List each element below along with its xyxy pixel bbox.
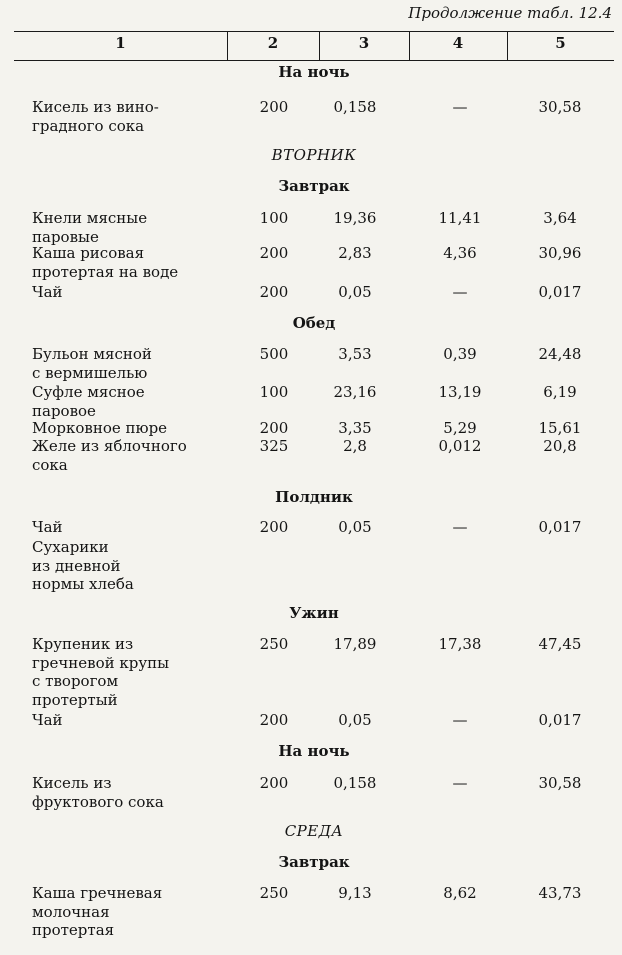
dish-name-line: Каша рисовая bbox=[32, 244, 145, 262]
meal-heading: На ночь bbox=[278, 742, 350, 760]
column-header-1: 1 bbox=[115, 34, 126, 52]
fat-cell: 17,38 bbox=[438, 635, 482, 653]
protein-cell: 0,05 bbox=[338, 518, 372, 536]
protein-cell: 0,158 bbox=[333, 774, 377, 792]
dish-name bbox=[32, 283, 232, 302]
dish-name-line: Желе из яблочного bbox=[32, 437, 187, 455]
dish-name-line: Кисель из bbox=[32, 774, 112, 792]
dish-name bbox=[32, 884, 232, 940]
meal-heading: Полдник bbox=[275, 488, 353, 506]
dish-name-line: Чай bbox=[32, 711, 63, 729]
dish-name-line: фруктового сока bbox=[32, 792, 164, 811]
protein-cell: 9,13 bbox=[338, 884, 372, 902]
carb-cell: 3,64 bbox=[543, 209, 577, 227]
fat-cell: 13,19 bbox=[438, 383, 482, 401]
carb-cell: 47,45 bbox=[538, 635, 582, 653]
meal-heading: Ужин bbox=[289, 604, 339, 622]
dish-name bbox=[32, 345, 232, 382]
weight-cell: 500 bbox=[259, 345, 289, 363]
dish-name bbox=[32, 711, 232, 730]
fat-cell: — bbox=[452, 518, 468, 536]
dish-name bbox=[32, 209, 232, 246]
weight-cell: 200 bbox=[259, 711, 289, 729]
meal-heading: Завтрак bbox=[278, 177, 350, 195]
dish-name bbox=[32, 419, 232, 438]
dish-name-line: с творогом bbox=[32, 672, 119, 690]
table-top-rule bbox=[14, 31, 614, 32]
dish-name-line: Суфле мясное bbox=[32, 383, 145, 401]
protein-cell: 2,83 bbox=[338, 244, 372, 262]
carb-cell: 0,017 bbox=[538, 711, 582, 729]
dish-name-line: сока bbox=[32, 455, 68, 474]
dish-name-line: Кнели мясные bbox=[32, 209, 148, 227]
dish-name-line: молочная bbox=[32, 902, 110, 921]
weight-cell: 100 bbox=[259, 209, 289, 227]
weight-cell: 200 bbox=[259, 518, 289, 536]
weight-cell: 250 bbox=[259, 635, 289, 653]
day-heading: СРЕДА bbox=[284, 822, 344, 840]
carb-cell: 0,017 bbox=[538, 283, 582, 301]
day-heading: ВТОРНИК bbox=[271, 146, 357, 164]
meal-heading: Обед bbox=[292, 314, 336, 332]
column-header-5: 5 bbox=[555, 34, 566, 52]
fat-cell: — bbox=[452, 98, 468, 116]
protein-cell: 23,16 bbox=[333, 383, 377, 401]
table-caption: Продолжение табл. 12.4 bbox=[408, 4, 612, 22]
protein-cell: 2,8 bbox=[343, 437, 367, 455]
carb-cell: 15,61 bbox=[538, 419, 582, 437]
weight-cell: 200 bbox=[259, 98, 289, 116]
fat-cell: 5,29 bbox=[443, 419, 477, 437]
dish-name bbox=[32, 538, 232, 594]
weight-cell: 250 bbox=[259, 884, 289, 902]
dish-name-line: Сухарики bbox=[32, 538, 109, 556]
dish-name-line: градного сока bbox=[32, 116, 145, 135]
protein-cell: 0,158 bbox=[333, 98, 377, 116]
dish-name bbox=[32, 98, 232, 135]
dish-name-line: из дневной bbox=[32, 556, 121, 575]
carb-cell: 30,58 bbox=[538, 774, 582, 792]
fat-cell: — bbox=[452, 774, 468, 792]
carb-cell: 20,8 bbox=[543, 437, 577, 455]
dish-name-line: паровые bbox=[32, 227, 99, 246]
weight-cell: 200 bbox=[259, 283, 289, 301]
dish-name-line: Чай bbox=[32, 283, 63, 301]
dish-name bbox=[32, 635, 232, 709]
dish-name-line: паровое bbox=[32, 401, 96, 420]
column-header-3: 3 bbox=[358, 34, 370, 52]
fat-cell: 0,012 bbox=[438, 437, 482, 455]
fat-cell: 8,62 bbox=[443, 884, 477, 902]
weight-cell: 100 bbox=[259, 383, 289, 401]
carb-cell: 6,19 bbox=[543, 383, 577, 401]
protein-cell: 17,89 bbox=[333, 635, 377, 653]
dish-name bbox=[32, 383, 232, 420]
dish-name-line: Каша гречневая bbox=[32, 884, 163, 902]
fat-cell: 11,41 bbox=[438, 209, 482, 227]
dish-name bbox=[32, 518, 232, 537]
dish-name-line: протертая на воде bbox=[32, 262, 179, 281]
protein-cell: 19,36 bbox=[333, 209, 377, 227]
dish-name-line: Кисель из вино- bbox=[32, 98, 159, 116]
fat-cell: 4,36 bbox=[443, 244, 477, 262]
fat-cell: — bbox=[452, 283, 468, 301]
protein-cell: 3,53 bbox=[338, 345, 372, 363]
protein-cell: 0,05 bbox=[338, 711, 372, 729]
dish-name bbox=[32, 437, 232, 474]
column-header-2: 2 bbox=[267, 34, 279, 52]
fat-cell: — bbox=[452, 711, 468, 729]
dish-name bbox=[32, 244, 232, 281]
dish-name-line: Морковное пюре bbox=[32, 419, 168, 437]
dish-name-line: гречневой крупы bbox=[32, 653, 170, 672]
carb-cell: 24,48 bbox=[538, 345, 582, 363]
carb-cell: 0,017 bbox=[538, 518, 582, 536]
weight-cell: 200 bbox=[259, 774, 289, 792]
dish-name-line: нормы хлеба bbox=[32, 575, 134, 593]
carb-cell: 30,58 bbox=[538, 98, 582, 116]
carb-cell: 30,96 bbox=[538, 244, 582, 262]
protein-cell: 3,35 bbox=[338, 419, 372, 437]
dish-name-line: с вермишелью bbox=[32, 363, 148, 382]
meal-heading: Завтрак bbox=[278, 853, 350, 871]
fat-cell: 0,39 bbox=[443, 345, 477, 363]
meal-heading: На ночь bbox=[278, 63, 350, 81]
dish-name-line: Крупеник из bbox=[32, 635, 134, 653]
weight-cell: 200 bbox=[259, 419, 289, 437]
carb-cell: 43,73 bbox=[538, 884, 582, 902]
dish-name-line: протертый bbox=[32, 690, 118, 709]
dish-name bbox=[32, 774, 232, 811]
protein-cell: 0,05 bbox=[338, 283, 372, 301]
weight-cell: 325 bbox=[259, 437, 289, 455]
dish-name-line: Чай bbox=[32, 518, 63, 536]
dish-name-line: Бульон мясной bbox=[32, 345, 152, 363]
table-header-rule bbox=[14, 60, 614, 61]
weight-cell: 200 bbox=[259, 244, 289, 262]
dish-name-line: протертая bbox=[32, 921, 115, 939]
column-header-4: 4 bbox=[452, 34, 464, 52]
